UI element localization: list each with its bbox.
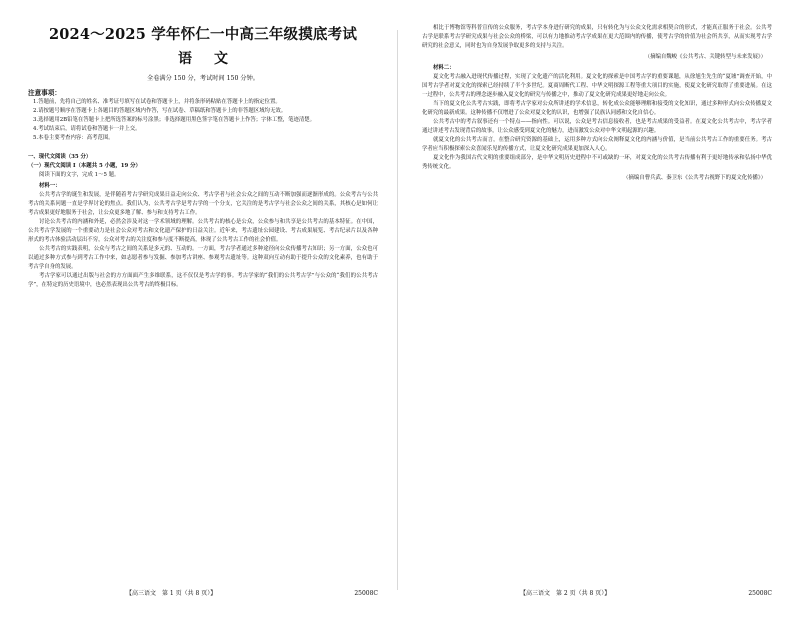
note-item: 3.选择题用2B铅笔在答题卡上把所选答案的标号涂黑；非选择题用黑色签字笔在答题卡上作答；字体工整，笔迹清楚。 xyxy=(33,117,316,123)
subject-title: 语文 xyxy=(178,51,250,67)
page-1 xyxy=(28,24,378,599)
body-paragraph: 讨论公共考古的内涵和外延，必然会涉及对这一学术领域的理解。公共考古的核心是公众，公众参与和共享是公共考古的基本特征。在中国，公共考古学发展的一个重要动力是社会公众对考古和文化遗产保护的日益关注。近年来，考古遗址公园建设、考古成果展览、考古纪录片以及各种形式的考古体验活动层出不穷，公众对考古的关注度和参与度不断提高，体现了公共考古工作的社会价值。 xyxy=(28,219,378,243)
score-line: 全卷满分 150 分，考试时间 150 分钟。 xyxy=(147,75,259,82)
body-paragraph: 当下的夏文化公共考古实践，即将考古学家对公众所讲述的学术信息，转化成公众能够理解和接受的文化知识，通过多种形式向公众传播夏文化研究的最新成果。这种传播不仅增进了公众对夏文化的认识，也增强了民族认同感和文化自信心。 xyxy=(422,101,772,116)
paper-code: 25008C xyxy=(748,590,772,597)
source-citation: （摘编自曹兵武、秦卫东《公共考古视野下的夏文化传播》） xyxy=(623,175,766,181)
note-item: 1.答题前，先将自己的姓名、准考证号填写在试卷和答题卡上，并将条形码粘贴在答题卡上的指定位置。 xyxy=(33,99,281,105)
body-paragraph: 相比于博物馆等科普宣传的公众服务，考古学本身进行研究的成果，只有转化为与公众文化需求相契合的形式，才能真正服务于社会。公共考古学是联系考古学研究成果与社会公众的桥梁，可以有力地推动考古学成果在更大范围内的传播，使考古学的价值为社会所共享，从而实现考古学研究的社会意义，同时也为自身发展争取更多的支持与关注。 xyxy=(422,25,772,49)
notes-title: 注意事项： xyxy=(28,89,61,97)
page-footer xyxy=(28,589,378,599)
subsection-heading: （一）现代文阅读 I（本题共 5 小题，19 分） xyxy=(28,163,141,169)
page-number: 【高三语文 第 2 页（共 8 页）】 xyxy=(520,590,611,597)
paper-code: 25008C xyxy=(354,590,378,597)
body-paragraph: 夏文化作为我国古代文明的重要组成部分，是中华文明历史进程中不可或缺的一环，对夏文化的公共考古传播有利于更好地传承和弘扬中华优秀传统文化。 xyxy=(422,155,772,170)
note-item: 2.请按题号顺序在答题卡上各题目的答题区域内作答，写在试卷、草稿纸和答题卡上的非答题区域均无效。 xyxy=(33,108,287,114)
note-item: 5.本卷主要考查内容：高考范围。 xyxy=(33,135,114,141)
source-citation: （摘编自魏峻《公共考古、关键转型与未来发展》） xyxy=(644,54,766,60)
body-paragraph: 公共考古学的诞生和发展，是伴随着考古学研究成果日益走向公众、考古学者与社会公众之间的互动不断加强而逐渐形成的。公众考古与公共考古的关系问题一直是学界讨论的焦点。我们认为，公共考古学是考古学的一个分支，它关注的是考古学与社会公众之间的关系，其核心是如何让考古成果更好地服务于社会，让公众更多地了解、参与和支持考古工作。 xyxy=(28,192,378,216)
notes-list xyxy=(28,98,378,143)
note-item: 4.考试结束后，请将试卷和答题卡一并上交。 xyxy=(33,126,141,132)
page-divider xyxy=(397,30,398,590)
exam-title: 2024～2025 学年怀仁一中高三年级摸底考试 xyxy=(48,26,358,43)
material-label: 材料二： xyxy=(433,65,455,71)
page-2 xyxy=(422,24,772,599)
section-heading: 一、现代文阅读（35 分） xyxy=(28,154,92,160)
body-paragraph: 公共考古的实践表明，公众与考古之间的关系是多元的、互动的。一方面，考古学者通过多种途径向公众传播考古知识；另一方面，公众也可以通过多种方式参与到考古工作中来，如志愿者参与发掘、参加考古讲座、参观考古遗址等。这种双向互动有助于提升公众的文化素养，也有助于考古学自身的发展。 xyxy=(28,246,378,270)
material-label: 材料一： xyxy=(39,183,61,189)
body-paragraph: 就夏文化的公共考古而言，在整合研究资源的基础上，运用多种方式向公众阐释夏文化的内涵与价值，是当前公共考古工作的重要任务。考古学者应当积极探索公众喜闻乐见的传播方式，让夏文化研究成果更加深入人心。 xyxy=(422,137,772,152)
reading-instruction: 阅读下面的文字，完成 1～5 题。 xyxy=(39,172,120,178)
page-number: 【高三语文 第 1 页（共 8 页）】 xyxy=(126,590,217,597)
body-paragraph: 公共考古中的考古叙事还有一个特点——指向性。可以说，公众是考古信息接收者，也是考古成果的受益者。在夏文化公共考古中，考古学者通过讲述考古发现背后的故事，让公众感受到夏文化的魅力，进而激发公众对中华文明起源的兴趣。 xyxy=(422,119,772,134)
page-footer xyxy=(422,589,772,599)
body-paragraph: 考古学家可以通过出版与社会的方方面面产生多维联系，这不仅仅是考古学的事。考古学家的“我们的公共考古学”与公众的“我们的公共考古学”，在特定的历史语境中，也必然表现出公共考古的终极目标。 xyxy=(28,273,378,288)
body-paragraph: 夏文化考古融入进现代传播过程，实现了文化遗产的活化利用。夏文化的探索是中国考古学的重要课题，从徐旭生先生的“夏墟”调查开始，中国考古学者对夏文化的探索已经持续了半个多世纪。夏商周断代工程、中华文明探源工程等重大项目的实施，使夏文化研究取得了重要进展。在这一过程中，公共考古的理念逐步融入夏文化的研究与传播之中，推动了夏文化研究成果更好地走向公众。 xyxy=(422,74,772,98)
